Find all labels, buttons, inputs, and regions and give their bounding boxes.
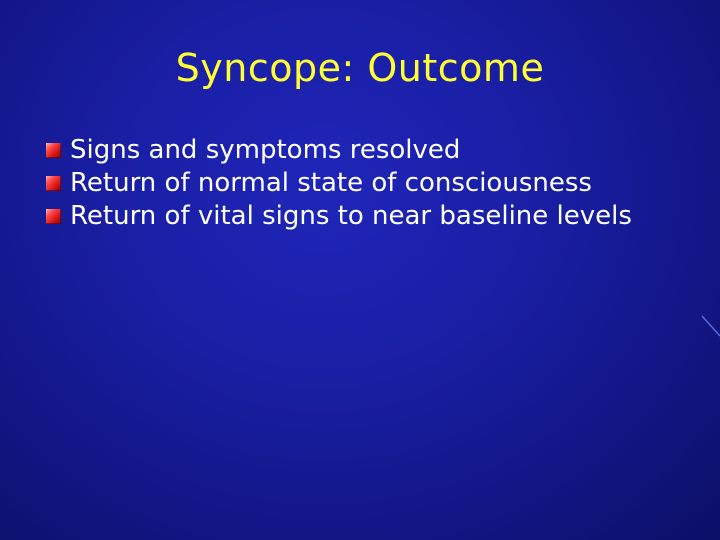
bullet-item	[44, 200, 684, 233]
bullet-list	[44, 134, 684, 233]
square-bullet-icon	[46, 209, 61, 224]
bullet-item	[44, 167, 684, 200]
square-bullet-icon	[46, 176, 61, 191]
bullet-text: Return of normal state of consciousness	[70, 168, 592, 198]
decorative-line	[698, 314, 720, 338]
bullet-item	[44, 134, 684, 167]
bullet-text: Return of vital signs to near baseline levels	[70, 201, 632, 231]
slide-title: Syncope: Outcome	[175, 46, 545, 90]
square-bullet-icon	[46, 143, 61, 158]
bullet-text: Signs and symptoms resolved	[70, 135, 461, 165]
